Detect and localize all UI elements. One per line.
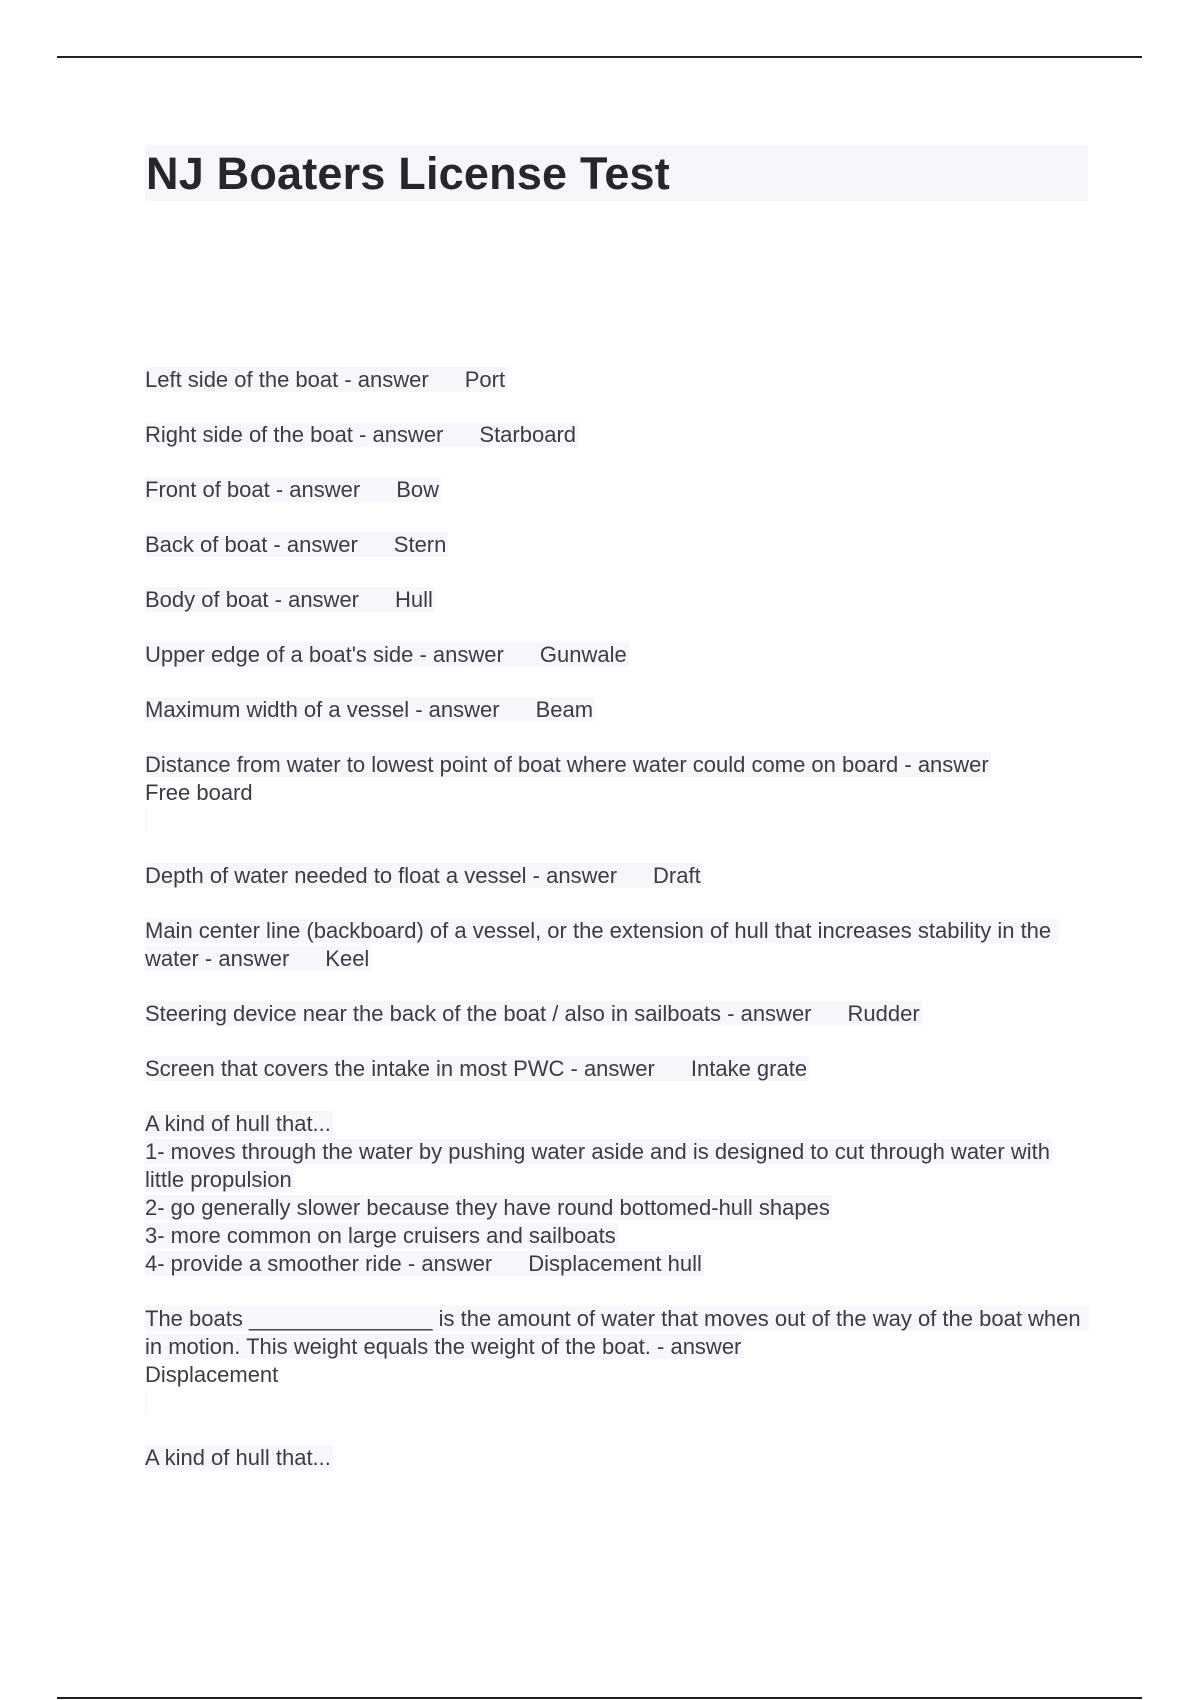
qa-answer: Hull <box>395 587 433 612</box>
qa-question: 4- provide a smoother ride - answer <box>145 1251 493 1276</box>
qa-list <box>145 366 1090 1499</box>
qa-item <box>145 1055 1090 1083</box>
qa-item <box>145 476 1090 504</box>
qa-answer: Rudder <box>847 1001 920 1026</box>
qa-question: Depth of water needed to float a vessel - answer <box>145 863 618 888</box>
qa-question-line: 1- moves through the water by pushing water aside and is designed to cut through water with little propulsion <box>145 1139 1050 1192</box>
top-rule <box>57 56 1142 58</box>
qa-item <box>145 862 1090 890</box>
qa-question: Steering device near the back of the boat / also in sailboats - answer <box>145 1001 812 1026</box>
qa-question: Right side of the boat - answer <box>145 422 444 447</box>
qa-item <box>145 751 1090 835</box>
qa-answer: Bow <box>396 477 440 502</box>
qa-question-line: 3- more common on large cruisers and sailboats <box>145 1223 616 1248</box>
qa-answer: Intake grate <box>690 1056 808 1081</box>
qa-question: Body of boat - answer <box>145 587 360 612</box>
qa-question-line: 2- go generally slower because they have round bottomed-hull shapes <box>145 1195 830 1220</box>
qa-item <box>145 531 1090 559</box>
qa-item <box>145 421 1090 449</box>
qa-item <box>145 917 1090 973</box>
qa-answer: Gunwale <box>539 642 627 667</box>
qa-answer: Draft <box>653 863 701 888</box>
qa-answer: Displacement <box>145 1362 279 1387</box>
page-title: NJ Boaters License Test <box>146 148 670 199</box>
qa-item <box>145 1110 1090 1278</box>
qa-item <box>145 1305 1090 1417</box>
qa-item <box>145 641 1090 669</box>
qa-item <box>145 586 1090 614</box>
qa-question: Back of boat - answer <box>145 532 358 557</box>
qa-item <box>145 696 1090 724</box>
qa-answer: Stern <box>393 532 447 557</box>
qa-answer: Keel <box>325 946 370 971</box>
qa-question: Left side of the boat - answer <box>145 367 429 392</box>
qa-answer: Displacement hull <box>528 1251 702 1276</box>
qa-item <box>145 366 1090 394</box>
qa-answer: Free board <box>145 780 253 805</box>
qa-answer: Starboard <box>479 422 577 447</box>
qa-item <box>145 1000 1090 1028</box>
qa-question: Upper edge of a boat's side - answer <box>145 642 504 667</box>
qa-question: Distance from water to lowest point of boat where water could come on board - answer <box>145 752 989 777</box>
qa-item <box>145 1444 1090 1472</box>
qa-question: Front of boat - answer <box>145 477 361 502</box>
bottom-rule <box>57 1697 1142 1699</box>
qa-question: A kind of hull that... <box>145 1445 331 1470</box>
qa-question: Main center line (backboard) of a vessel, or the extension of hull that increases stability in the water - answer <box>145 918 1058 971</box>
qa-question: Maximum width of a vessel - answer <box>145 697 500 722</box>
qa-answer: Port <box>464 367 506 392</box>
qa-question-line: A kind of hull that... <box>145 1111 331 1136</box>
qa-question: Screen that covers the intake in most PWC - answer <box>145 1056 655 1081</box>
qa-answer: Beam <box>535 697 594 722</box>
qa-question: The boats _______________ is the amount of water that moves out of the way of the boat when in motion. This weight equals the weight of the boat. - answer <box>145 1306 1087 1359</box>
